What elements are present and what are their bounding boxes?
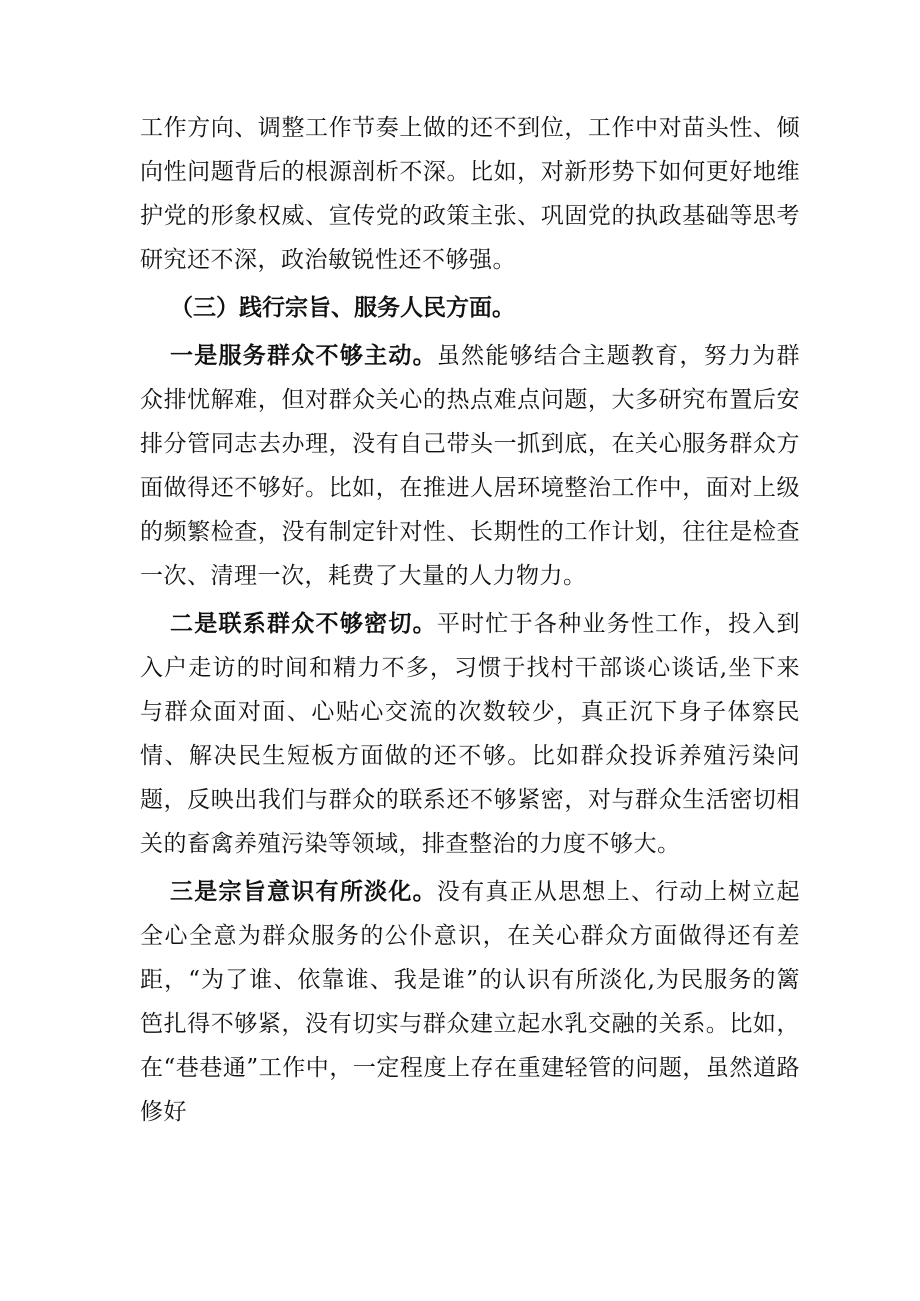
paragraph-text: 平时忙于各种业务性工作，投入到入户走访的时间和精力不多，习惯于找村干部谈心谈话,坐下来与群众面对面、心贴心交流的次数较少，真正沉下身子体察民情、解决民生短板方面做的还不够。比如群众投诉养殖污染问题，反映出我们与群众的联系还不够紧密，对与群众生活密切相关的畜禽养殖污染等领域，排查整治的力度不够大。 (140, 611, 801, 857)
document-body (140, 106, 800, 1134)
paragraph-purpose-awareness (140, 870, 800, 1134)
paragraph-text: 没有真正从思想上、行动上树立起全心全意为群众服务的公仆意识，在关心群众方面做得还有差距，“为了谁、依靠谁、我是谁”的认识有所淡化,为民服务的篱笆扎得不够紧，没有切实与群众建立起水乳交融的关系。比如，在“巷巷通”工作中，一定程度上存在重建轻管的问题，虽然道路修好 (140, 879, 801, 1125)
paragraph-text: 虽然能够结合主题教育，努力为群众排忧解难，但对群众关心的热点难点问题，大多研究布置后安排分管同志去办理，没有自己带头一抓到底，在关心服务群众方面做得还不够好。比如，在推进人居环境整治工作中，面对上级的频繁检查，没有制定针对性、长期性的工作计划，往往是检查一次、清理一次，耗费了大量的人力物力。 (140, 343, 801, 589)
section-heading: （三）践行宗旨、服务人民方面。 (170, 294, 515, 321)
paragraph-lead: 二是联系群众不够密切。 (170, 610, 437, 637)
paragraph-lead: 三是宗旨意识有所淡化。 (170, 878, 437, 905)
paragraph-lead: 一是服务群众不够主动。 (170, 342, 437, 369)
paragraph-service-initiative (140, 334, 800, 598)
paragraph-continued: 工作方向、调整工作节奏上做的还不到位，工作中对苗头性、倾向性问题背后的根源剖析不深。比如，对新形势下如何更好地维护党的形象权威、宣传党的政策主张、巩固党的执政基础等思考研究还不深，政治敏锐性还不够强。 (140, 115, 800, 273)
paragraph-contact-masses (140, 602, 800, 866)
